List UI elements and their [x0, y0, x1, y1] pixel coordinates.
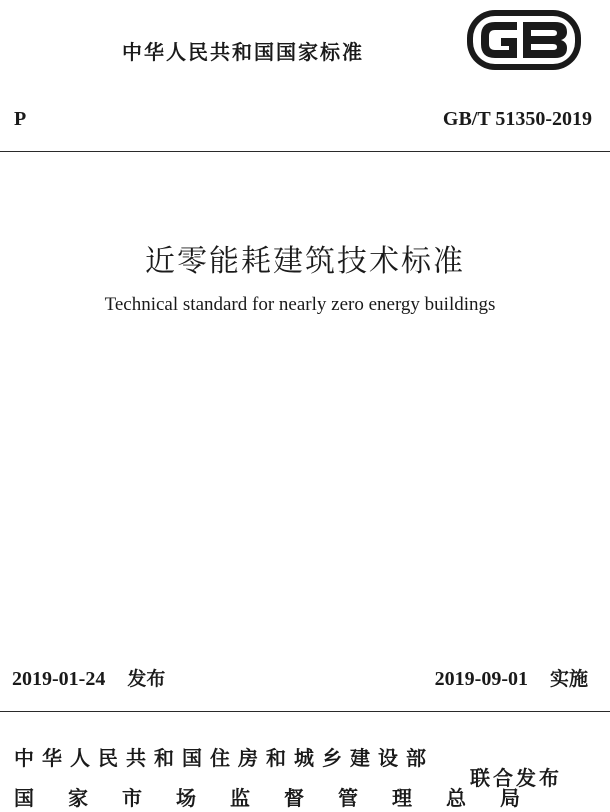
standard-category-letter: P	[14, 108, 27, 130]
document-title-english: Technical standard for nearly zero energy buildings	[104, 294, 496, 315]
bottom-divider	[0, 711, 610, 712]
issuer-market-regulation: 国家市场监督管理总局	[14, 786, 554, 810]
joint-issue-label: 联合发布	[470, 766, 562, 790]
document-title-chinese: 近零能耗建筑技术标准	[145, 244, 465, 279]
implementation-date: 2019-09-01	[434, 668, 528, 690]
issuer-ministry-housing: 中华人民共和国住房和城乡建设部	[14, 746, 434, 770]
gb-logo-icon	[465, 8, 583, 72]
top-divider	[0, 151, 610, 152]
issue-date: 2019-01-24	[12, 668, 106, 690]
implementation-date-line	[435, 664, 588, 691]
national-standard-header: 中华人民共和国国家标准	[122, 40, 364, 64]
standard-number: GB/T 51350-2019	[442, 108, 592, 130]
implementation-label: 实施	[549, 668, 588, 690]
issue-label: 发布	[127, 668, 166, 690]
issue-date-line	[12, 664, 165, 691]
